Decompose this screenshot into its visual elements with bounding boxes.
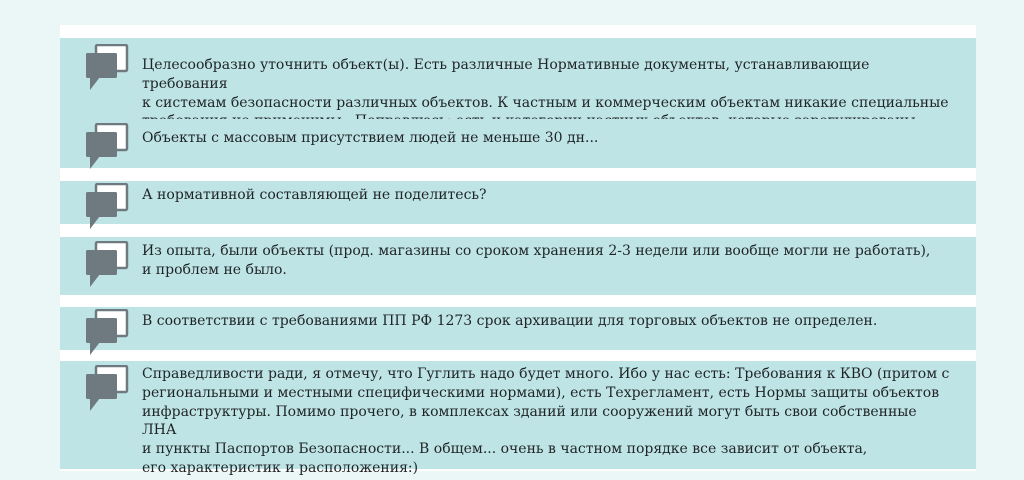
comment-bubble-icon xyxy=(83,123,131,171)
comment-bubble-icon xyxy=(83,241,131,289)
comment-bubble-icon xyxy=(83,44,131,92)
comment-bubble-icon xyxy=(83,183,131,231)
comment-text: Целесообразно уточнить объект(ы). Есть различные Нормативные документы, устанавливающие требования к системам безопасности различных объектов. К частным и коммерческим объектам никакие специальные xyxy=(142,57,949,111)
comment-item xyxy=(60,307,976,350)
comment-bubble-icon xyxy=(83,365,131,413)
comment-feed xyxy=(60,25,976,476)
comment-bubble-icon xyxy=(83,309,131,357)
comment-item xyxy=(60,237,976,295)
comment-item xyxy=(60,38,976,131)
comment-item xyxy=(60,119,976,168)
comment-text: В соответствии с требованиями ПП РФ 1273 срок архивации для торговых объектов не определен. xyxy=(142,313,878,329)
comment-item xyxy=(60,361,976,476)
comment-text: Из опыта, были объекты (прод. магазины со сроком хранения 2-3 недели или вообще могли не работать), и проблем не было. xyxy=(142,243,931,278)
comment-text: Справедливости ради, я отмечу, что Гуглить надо будет много. Ибо у нас есть: Требования к КВО (притом с региональными и местными специфическими нормами), есть Техрегламент, есть Нормы защиты объектов инфраструктуры. Помимо прочего, в комплексах зданий или сооружений могут быть свои собственные ЛНА и пункты Паспортов Безопасности... В общем... очень в частном порядке все зависит от объекта, его характеристик и расположения:) xyxy=(142,366,950,476)
comment-text: А нормативной составляющей не поделитесь? xyxy=(142,187,487,203)
comment-item xyxy=(60,181,976,224)
comment-text: Объекты с массовым присутствием людей не меньше 30 дн... xyxy=(142,130,599,146)
